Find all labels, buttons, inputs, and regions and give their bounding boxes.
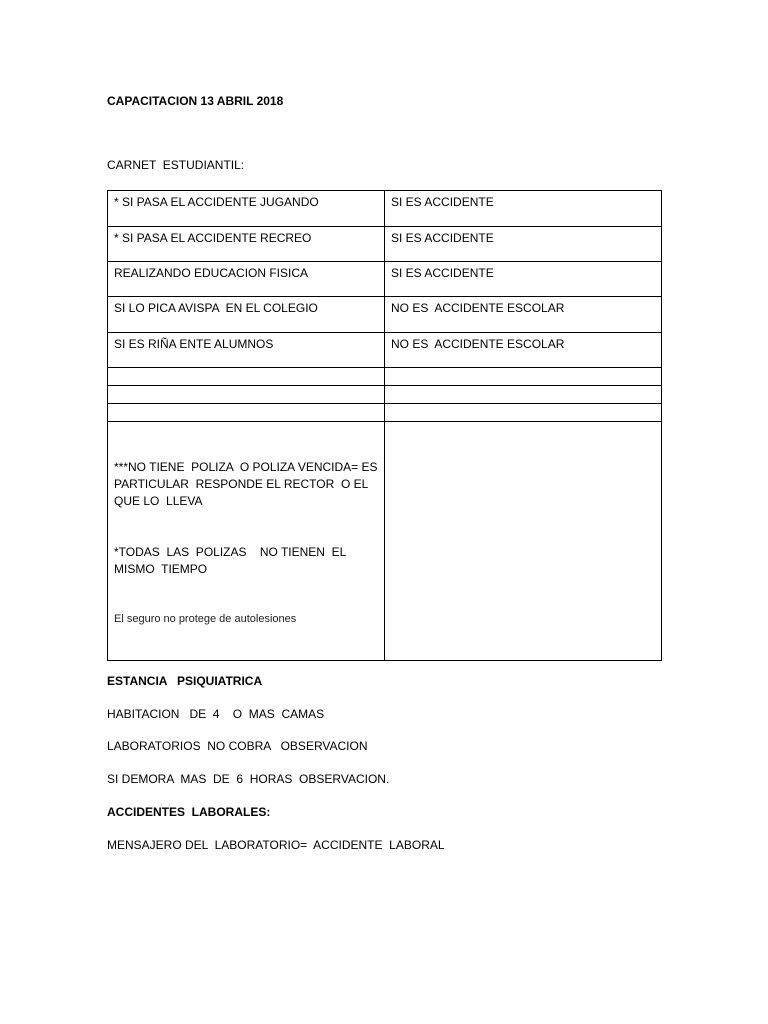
- table-cell-note: [108, 422, 385, 661]
- table-cell-empty: [385, 368, 662, 386]
- table-cell-empty: [385, 422, 662, 661]
- table-row: [108, 333, 662, 368]
- table-cell-empty: [108, 404, 385, 422]
- table-row-empty: [108, 368, 662, 386]
- table-cell-condition: * SI PASA EL ACCIDENTE JUGANDO: [108, 191, 385, 227]
- text-line: SI DEMORA MAS DE 6 HORAS OBSERVACION.: [107, 772, 390, 786]
- table-cell-empty: [385, 386, 662, 404]
- table-cell-result: SI ES ACCIDENTE: [385, 227, 662, 262]
- table-row-empty: [108, 404, 662, 422]
- text-line: HABITACION DE 4 O MAS CAMAS: [107, 707, 325, 721]
- table-cell-result: NO ES ACCIDENTE ESCOLAR: [385, 333, 662, 368]
- text-line: LABORATORIOS NO COBRA OBSERVACION: [107, 739, 368, 753]
- table-cell-condition: SI LO PICA AVISPA EN EL COLEGIO: [108, 297, 385, 333]
- table-cell-empty: [108, 386, 385, 404]
- table-row: [108, 297, 662, 333]
- table-cell-condition: * SI PASA EL ACCIDENTE RECREO: [108, 227, 385, 262]
- table-cell-condition: SI ES RIÑA ENTE ALUMNOS: [108, 333, 385, 368]
- table-cell-result: SI ES ACCIDENTE: [385, 191, 662, 227]
- table-cell-empty: [385, 404, 662, 422]
- table-cell-condition: REALIZANDO EDUCACION FISICA: [108, 262, 385, 297]
- section-heading-work-accidents: ACCIDENTES LABORALES:: [107, 805, 271, 819]
- policy-note: ***NO TIENE POLIZA O POLIZA VENCIDA= ES PARTICULAR RESPONDE EL RECTOR O EL QUE LO LLEVA: [114, 460, 381, 508]
- section-heading-carnet: CARNET ESTUDIANTIL:: [107, 158, 245, 172]
- table-row: [108, 227, 662, 262]
- policy-time-note: *TODAS LAS POLIZAS NO TIENEN EL MISMO TIEMPO: [114, 545, 350, 576]
- table-row: [108, 191, 662, 227]
- text-line: MENSAJERO DEL LABORATORIO= ACCIDENTE LABORAL: [107, 838, 445, 852]
- section-heading-psychiatric: ESTANCIA PSIQUIATRICA: [107, 674, 263, 688]
- document-title: CAPACITACION 13 ABRIL 2018: [107, 94, 284, 108]
- table-row-note: [108, 422, 662, 661]
- table-row-empty: [108, 386, 662, 404]
- self-harm-note: El seguro no protege de autolesiones: [114, 613, 297, 625]
- table-row: [108, 262, 662, 297]
- table-cell-result: SI ES ACCIDENTE: [385, 262, 662, 297]
- accident-table: [107, 190, 662, 661]
- table-cell-result: NO ES ACCIDENTE ESCOLAR: [385, 297, 662, 333]
- table-cell-empty: [108, 368, 385, 386]
